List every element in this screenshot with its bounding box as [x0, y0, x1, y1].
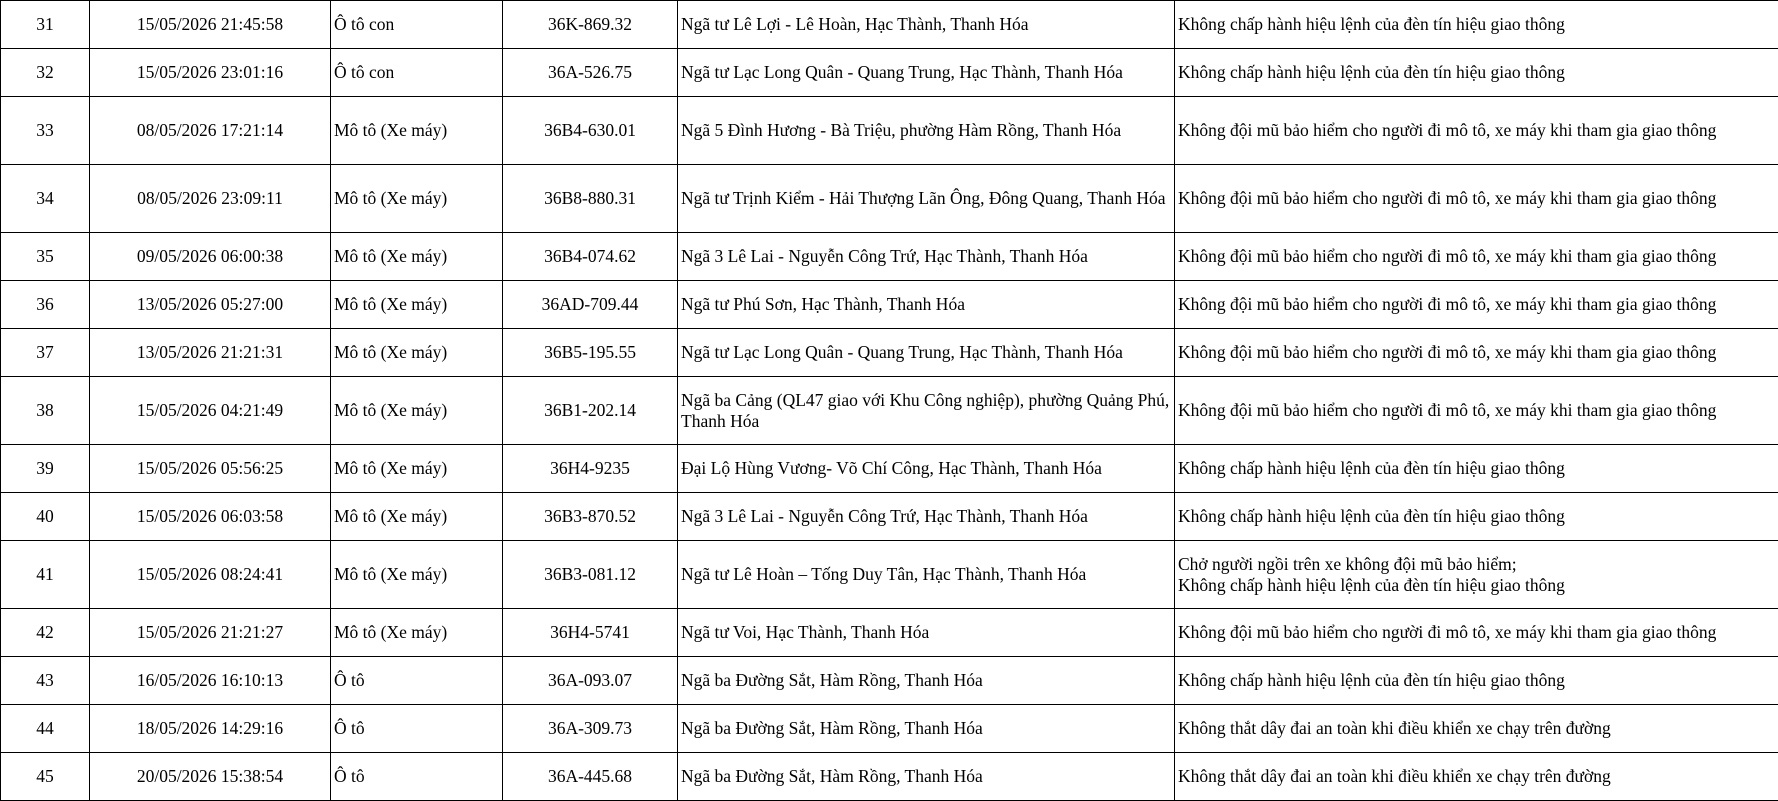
violation-text: Chở người ngồi trên xe không đội mũ bảo hiểm; — [1178, 554, 1775, 575]
violation-time-cell: 13/05/2026 05:27:00 — [90, 281, 331, 329]
location-cell: Ngã tư Lạc Long Quân - Quang Trung, Hạc Thành, Thanh Hóa — [678, 49, 1175, 97]
license-plate-cell: 36AD-709.44 — [503, 281, 678, 329]
license-plate-cell: 36B3-081.12 — [503, 541, 678, 609]
table-row — [1, 281, 1778, 329]
violation-time-cell: 09/05/2026 06:00:38 — [90, 233, 331, 281]
table-row — [1, 1, 1778, 49]
location-cell: Ngã 5 Đình Hương - Bà Triệu, phường Hàm Rồng, Thanh Hóa — [678, 97, 1175, 165]
location-cell: Ngã tư Lê Hoàn – Tống Duy Tân, Hạc Thành, Thanh Hóa — [678, 541, 1175, 609]
location-cell: Ngã ba Đường Sắt, Hàm Rồng, Thanh Hóa — [678, 753, 1175, 801]
location-cell: Ngã 3 Lê Lai - Nguyễn Công Trứ, Hạc Thành, Thanh Hóa — [678, 233, 1175, 281]
vehicle-type-cell: Mô tô (Xe máy) — [331, 165, 503, 233]
row-number-cell: 42 — [1, 609, 90, 657]
location-cell: Ngã tư Voi, Hạc Thành, Thanh Hóa — [678, 609, 1175, 657]
table-row — [1, 609, 1778, 657]
row-number-cell: 43 — [1, 657, 90, 705]
violation-text: Không đội mũ bảo hiểm cho người đi mô tô, xe máy khi tham gia giao thông — [1178, 188, 1775, 209]
table-row — [1, 753, 1778, 801]
table-row — [1, 49, 1778, 97]
violation-time-cell: 15/05/2026 04:21:49 — [90, 377, 331, 445]
row-number-cell: 33 — [1, 97, 90, 165]
violation-text: Không chấp hành hiệu lệnh của đèn tín hiệu giao thông — [1178, 458, 1775, 479]
table-row — [1, 657, 1778, 705]
table-row — [1, 445, 1778, 493]
violation-text: Không đội mũ bảo hiểm cho người đi mô tô, xe máy khi tham gia giao thông — [1178, 400, 1775, 421]
row-number-cell: 38 — [1, 377, 90, 445]
violation-time-cell: 20/05/2026 15:38:54 — [90, 753, 331, 801]
license-plate-cell: 36A-093.07 — [503, 657, 678, 705]
violation-text: Không chấp hành hiệu lệnh của đèn tín hiệu giao thông — [1178, 670, 1775, 691]
row-number-cell: 45 — [1, 753, 90, 801]
license-plate-cell: 36H4-9235 — [503, 445, 678, 493]
vehicle-type-cell: Ô tô — [331, 705, 503, 753]
vehicle-type-cell: Mô tô (Xe máy) — [331, 445, 503, 493]
violation-cell — [1175, 329, 1778, 377]
license-plate-cell: 36B3-870.52 — [503, 493, 678, 541]
violation-cell — [1175, 281, 1778, 329]
violation-time-cell: 18/05/2026 14:29:16 — [90, 705, 331, 753]
location-cell: Ngã tư Lê Lợi - Lê Hoàn, Hạc Thành, Thanh Hóa — [678, 1, 1175, 49]
violation-text: Không đội mũ bảo hiểm cho người đi mô tô, xe máy khi tham gia giao thông — [1178, 120, 1775, 141]
violation-cell — [1175, 445, 1778, 493]
vehicle-type-cell: Mô tô (Xe máy) — [331, 329, 503, 377]
violation-text: Không đội mũ bảo hiểm cho người đi mô tô, xe máy khi tham gia giao thông — [1178, 622, 1775, 643]
vehicle-type-cell: Mô tô (Xe máy) — [331, 233, 503, 281]
violation-time-cell: 15/05/2026 23:01:16 — [90, 49, 331, 97]
row-number-cell: 32 — [1, 49, 90, 97]
violation-cell — [1175, 97, 1778, 165]
violation-cell — [1175, 49, 1778, 97]
license-plate-cell: 36A-526.75 — [503, 49, 678, 97]
row-number-cell: 36 — [1, 281, 90, 329]
violation-text: Không chấp hành hiệu lệnh của đèn tín hiệu giao thông — [1178, 62, 1775, 83]
table-row — [1, 541, 1778, 609]
license-plate-cell: 36B4-074.62 — [503, 233, 678, 281]
row-number-cell: 40 — [1, 493, 90, 541]
table-row — [1, 329, 1778, 377]
license-plate-cell: 36B1-202.14 — [503, 377, 678, 445]
violation-cell — [1175, 753, 1778, 801]
violation-cell — [1175, 657, 1778, 705]
table-row — [1, 165, 1778, 233]
violation-text: Không chấp hành hiệu lệnh của đèn tín hiệu giao thông — [1178, 14, 1775, 35]
row-number-cell: 41 — [1, 541, 90, 609]
vehicle-type-cell: Mô tô (Xe máy) — [331, 377, 503, 445]
vehicle-type-cell: Ô tô con — [331, 1, 503, 49]
vehicle-type-cell: Mô tô (Xe máy) — [331, 541, 503, 609]
violation-cell — [1175, 1, 1778, 49]
violation-time-cell: 15/05/2026 21:45:58 — [90, 1, 331, 49]
row-number-cell: 31 — [1, 1, 90, 49]
row-number-cell: 44 — [1, 705, 90, 753]
violation-time-cell: 08/05/2026 23:09:11 — [90, 165, 331, 233]
vehicle-type-cell: Mô tô (Xe máy) — [331, 493, 503, 541]
violation-time-cell: 15/05/2026 08:24:41 — [90, 541, 331, 609]
violation-text: Không thắt dây đai an toàn khi điều khiển xe chạy trên đường — [1178, 718, 1775, 739]
vehicle-type-cell: Ô tô — [331, 753, 503, 801]
vehicle-type-cell: Ô tô con — [331, 49, 503, 97]
row-number-cell: 37 — [1, 329, 90, 377]
vehicle-type-cell: Mô tô (Xe máy) — [331, 609, 503, 657]
violation-time-cell: 16/05/2026 16:10:13 — [90, 657, 331, 705]
violation-time-cell: 15/05/2026 21:21:27 — [90, 609, 331, 657]
violations-table-body — [1, 1, 1778, 801]
table-row — [1, 233, 1778, 281]
violation-cell — [1175, 233, 1778, 281]
location-cell: Ngã tư Trịnh Kiểm - Hải Thượng Lãn Ông, Đông Quang, Thanh Hóa — [678, 165, 1175, 233]
violation-cell — [1175, 705, 1778, 753]
row-number-cell: 34 — [1, 165, 90, 233]
location-cell: Ngã tư Lạc Long Quân - Quang Trung, Hạc Thành, Thanh Hóa — [678, 329, 1175, 377]
vehicle-type-cell: Mô tô (Xe máy) — [331, 97, 503, 165]
violation-cell — [1175, 609, 1778, 657]
table-row — [1, 493, 1778, 541]
violation-time-cell: 13/05/2026 21:21:31 — [90, 329, 331, 377]
row-number-cell: 39 — [1, 445, 90, 493]
license-plate-cell: 36B4-630.01 — [503, 97, 678, 165]
violation-text: Không chấp hành hiệu lệnh của đèn tín hiệu giao thông — [1178, 506, 1775, 527]
location-cell: Đại Lộ Hùng Vương- Võ Chí Công, Hạc Thành, Thanh Hóa — [678, 445, 1175, 493]
violation-cell — [1175, 493, 1778, 541]
violation-time-cell: 08/05/2026 17:21:14 — [90, 97, 331, 165]
violation-text: Không chấp hành hiệu lệnh của đèn tín hiệu giao thông — [1178, 575, 1775, 596]
violation-time-cell: 15/05/2026 05:56:25 — [90, 445, 331, 493]
table-row — [1, 97, 1778, 165]
license-plate-cell: 36B8-880.31 — [503, 165, 678, 233]
row-number-cell: 35 — [1, 233, 90, 281]
violation-text: Không đội mũ bảo hiểm cho người đi mô tô, xe máy khi tham gia giao thông — [1178, 246, 1775, 267]
location-cell: Ngã tư Phú Sơn, Hạc Thành, Thanh Hóa — [678, 281, 1175, 329]
location-cell: Ngã ba Đường Sắt, Hàm Rồng, Thanh Hóa — [678, 705, 1175, 753]
violation-cell — [1175, 165, 1778, 233]
violation-text: Không đội mũ bảo hiểm cho người đi mô tô, xe máy khi tham gia giao thông — [1178, 294, 1775, 315]
vehicle-type-cell: Ô tô — [331, 657, 503, 705]
license-plate-cell: 36H4-5741 — [503, 609, 678, 657]
table-row — [1, 377, 1778, 445]
violation-text: Không thắt dây đai an toàn khi điều khiển xe chạy trên đường — [1178, 766, 1775, 787]
violation-text: Không đội mũ bảo hiểm cho người đi mô tô, xe máy khi tham gia giao thông — [1178, 342, 1775, 363]
violation-time-cell: 15/05/2026 06:03:58 — [90, 493, 331, 541]
license-plate-cell: 36B5-195.55 — [503, 329, 678, 377]
vehicle-type-cell: Mô tô (Xe máy) — [331, 281, 503, 329]
license-plate-cell: 36A-445.68 — [503, 753, 678, 801]
violation-cell — [1175, 541, 1778, 609]
location-cell: Ngã ba Đường Sắt, Hàm Rồng, Thanh Hóa — [678, 657, 1175, 705]
location-cell: Ngã 3 Lê Lai - Nguyễn Công Trứ, Hạc Thành, Thanh Hóa — [678, 493, 1175, 541]
location-cell: Ngã ba Cảng (QL47 giao với Khu Công nghiệp), phường Quảng Phú, Thanh Hóa — [678, 377, 1175, 445]
license-plate-cell: 36A-309.73 — [503, 705, 678, 753]
license-plate-cell: 36K-869.32 — [503, 1, 678, 49]
violation-cell — [1175, 377, 1778, 445]
table-row — [1, 705, 1778, 753]
